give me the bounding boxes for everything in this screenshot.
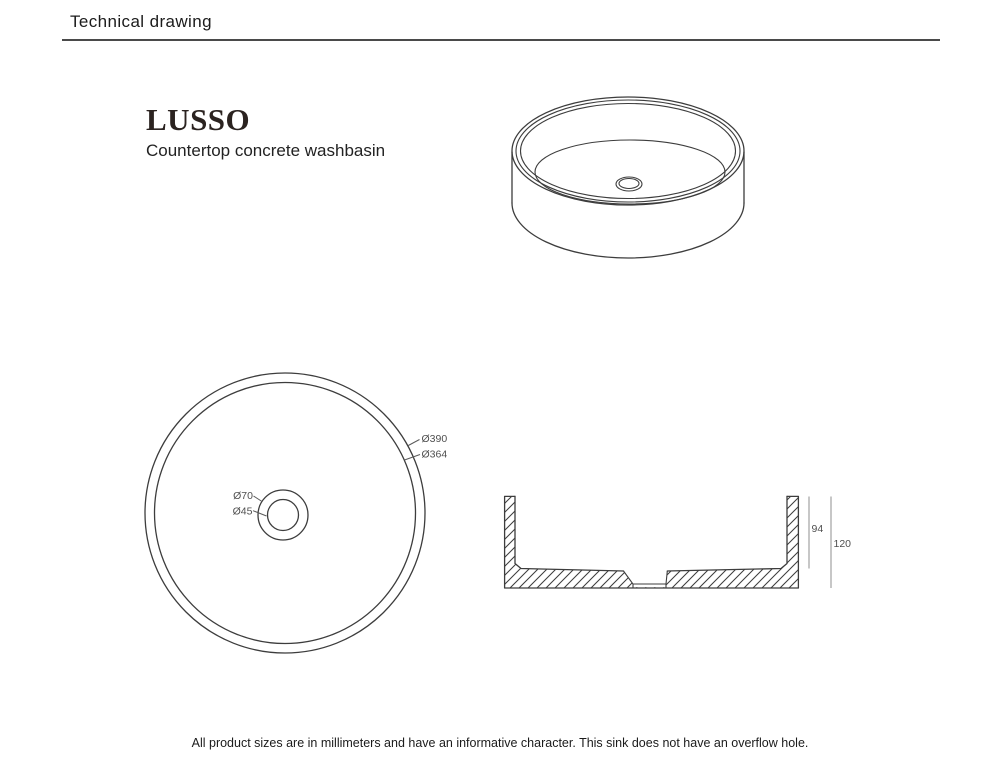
cylinder-bottom-arc <box>512 203 744 258</box>
dim-label-drain-inner: Ø45 <box>232 505 253 518</box>
drain-inner-ellipse-3d <box>619 179 639 189</box>
drain-inner-circle <box>268 500 299 531</box>
dim-label-inner-diameter: Ø364 <box>421 448 448 461</box>
rim-inner-ellipse <box>521 104 736 199</box>
dim-label-outer-diameter: Ø390 <box>421 433 448 445</box>
dim-label-inner-depth: 94 <box>811 523 824 535</box>
basin-floor-ellipse <box>535 140 725 204</box>
top-inner-circle <box>155 383 416 644</box>
top-outer-circle <box>145 373 425 653</box>
leader-dim-outer <box>408 440 419 446</box>
perspective-view <box>512 97 744 258</box>
section-inner-left <box>515 496 624 571</box>
section-view <box>505 496 852 588</box>
dim-label-drain-outer: Ø70 <box>233 490 253 502</box>
footer-note: All product sizes are in millimeters and have an informative character. This sink does not have an overflow hole. <box>191 736 809 750</box>
drain-outer-circle <box>258 490 308 540</box>
product-subtitle: Countertop concrete washbasin <box>146 141 386 160</box>
leader-drain-outer <box>254 496 263 502</box>
top-view <box>145 373 447 653</box>
leader-drain-inner <box>253 511 267 516</box>
section-inner-right <box>667 496 787 571</box>
product-name: LUSSO <box>146 102 251 137</box>
page-title: Technical drawing <box>70 12 212 31</box>
rim-middle-ellipse <box>516 100 740 202</box>
dim-label-total-height: 120 <box>833 538 852 550</box>
